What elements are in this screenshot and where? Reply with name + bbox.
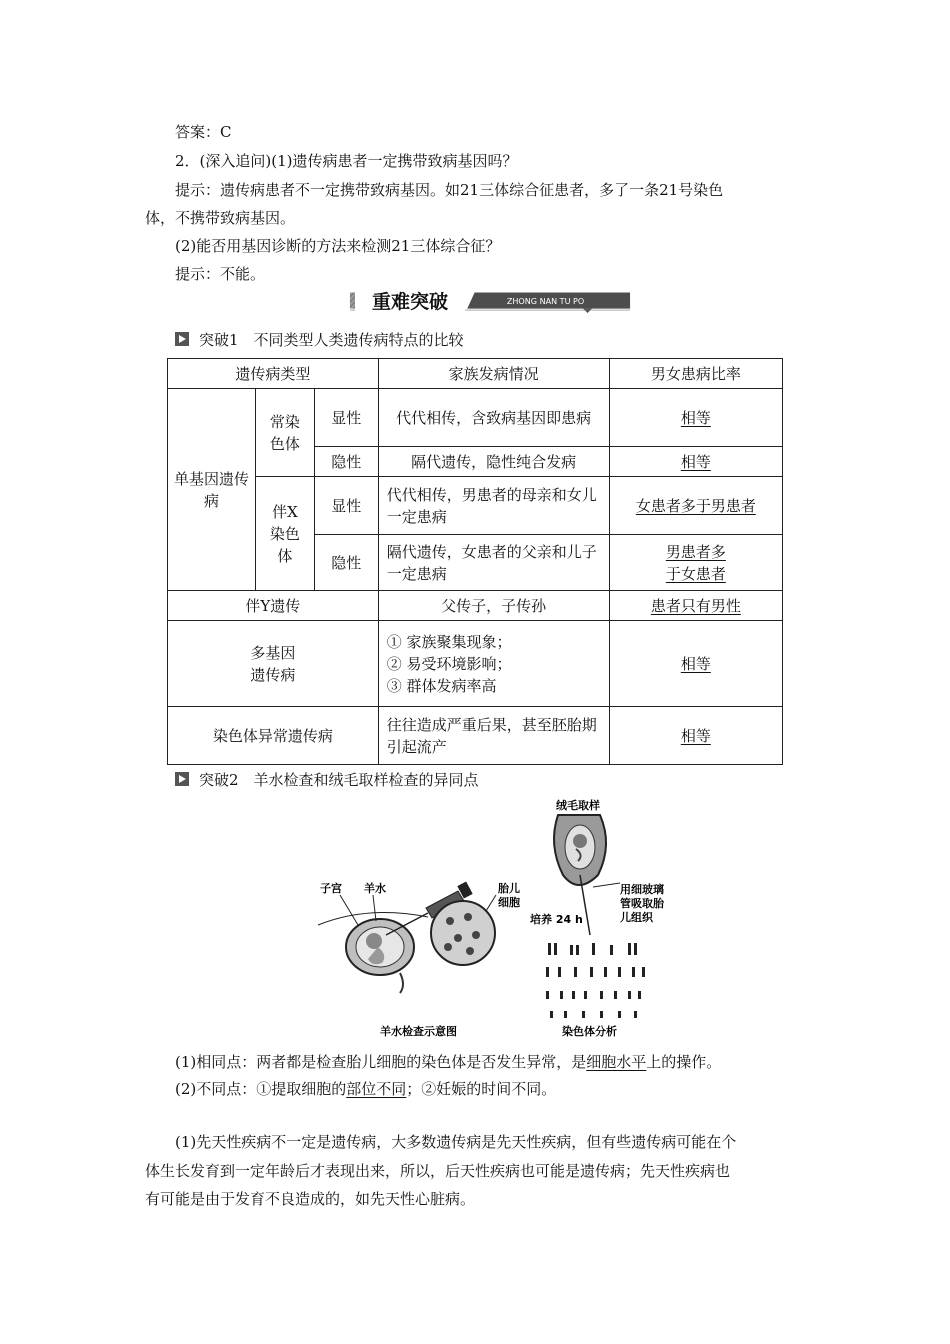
label-uterus: 子宫	[320, 882, 342, 895]
cell-recessive: 隐性	[314, 447, 378, 477]
cell-x-dom-family: 代代相传，男患者的母亲和女儿一定患病	[378, 477, 609, 535]
chromosome-karyotype	[546, 943, 645, 1018]
breakthrough-1-heading	[175, 329, 464, 351]
cell-auto-rec-ratio: 相等	[609, 447, 782, 477]
breakthrough-1-text: 突破1 不同类型人类遗传病特点的比较	[199, 331, 464, 349]
note-line-3: 有可能是由于发育不良造成的，如先天性心脏病。	[145, 1190, 476, 1208]
question-2: 2．(深入追问)(1)遗传病患者一定携带致病基因吗？	[175, 152, 518, 170]
cell-dominant: 显性	[314, 389, 378, 447]
hint-1a: 提示：遗传病患者不一定携带致病基因。如21三体综合征患者，多了一条21号染色	[175, 181, 724, 199]
cell-auto-rec-family: 隔代遗传，隐性纯合发病	[378, 447, 609, 477]
label-amniotic: 羊水	[364, 882, 386, 895]
cell-poly-family: ① 家族聚集现象； ② 易受环境影响； ③ 群体发病率高	[378, 621, 609, 707]
cell-chrom-family: 往往造成严重后果，甚至胚胎期引起流产	[378, 707, 609, 765]
cell-y-linked: 伴Y遗传	[168, 591, 379, 621]
answer-line: 答案：C	[175, 123, 232, 141]
section-banner	[300, 287, 682, 317]
table-row	[168, 591, 783, 621]
table-row	[168, 477, 783, 535]
cell-x-rec-ratio: 男患者多 于女患者	[609, 535, 782, 591]
table-row	[168, 707, 783, 765]
cell-recessive: 隐性	[314, 535, 378, 591]
cell-poly-ratio: 相等	[609, 621, 782, 707]
header-ratio: 男女患病比率	[609, 359, 782, 389]
cell-single-gene: 单基因遗传病	[168, 389, 256, 591]
play-triangle-icon	[175, 772, 189, 786]
label-fetal-cell-a: 胎儿	[498, 882, 520, 895]
cell-chrom-ratio: 相等	[609, 707, 782, 765]
note-line-1: (1)先天性疾病不一定是遗传病，大多数遗传病是先天性疾病，但有些遗传病可能在个	[175, 1133, 737, 1151]
table-row	[168, 621, 783, 707]
cell-auto-dom-ratio: 相等	[609, 389, 782, 447]
label-tube-c: 儿组织	[620, 911, 653, 924]
cell-x-rec-family: 隔代遗传，女患者的父亲和儿子一定患病	[378, 535, 609, 591]
question-2-sub2: (2)能否用基因诊断的方法来检测21三体综合征？	[175, 237, 501, 255]
same-point: (1)相同点：两者都是检查胎儿细胞的染色体是否发生异常，是细胞水平上的操作。	[175, 1053, 722, 1071]
cell-dominant: 显性	[314, 477, 378, 535]
caption-right: 染色体分析	[562, 1025, 617, 1038]
note-line-2: 体生长发育到一定年龄后才表现出来，所以，后天性疾病也可能是遗传病；先天性疾病也	[145, 1162, 731, 1180]
header-type: 遗传病类型	[168, 359, 379, 389]
comparison-table	[167, 358, 783, 765]
cell-x-dom-ratio: 女患者多于男患者	[609, 477, 782, 535]
breakthrough-2-text: 突破2 羊水检查和绒毛取样检查的异同点	[199, 771, 479, 789]
banner-title: 重难突破	[355, 287, 465, 317]
table-header-row	[168, 359, 783, 389]
hint-2: 提示：不能。	[175, 265, 266, 283]
cell-y-ratio: 患者只有男性	[609, 591, 782, 621]
label-culture: 培养 24 h	[530, 913, 583, 926]
label-tube-b: 管吸取胎	[620, 897, 664, 910]
caption-left: 羊水检查示意图	[380, 1025, 457, 1038]
cell-x-linked: 伴X染色体	[255, 477, 314, 591]
play-triangle-icon	[175, 332, 189, 346]
prenatal-test-figure	[308, 795, 678, 1045]
header-family: 家族发病情况	[378, 359, 609, 389]
cell-autosomal: 常染色体	[255, 389, 314, 477]
label-tube-a: 用细玻璃	[620, 883, 664, 896]
table-row	[168, 389, 783, 447]
diff-point: (2)不同点：①提取细胞的部位不同；②妊娠的时间不同。	[175, 1080, 557, 1098]
cell-y-family: 父传子，子传孙	[378, 591, 609, 621]
label-fetal-cell-b: 细胞	[498, 896, 520, 909]
cell-chromosomal: 染色体异常遗传病	[168, 707, 379, 765]
banner-pinyin: ZHONG NAN TU PO	[506, 297, 585, 307]
breakthrough-2-heading	[175, 769, 479, 791]
label-villus: 绒毛取样	[556, 799, 600, 812]
cell-auto-dom-family: 代代相传，含致病基因即患病	[378, 389, 609, 447]
uterus-diagram	[318, 895, 428, 993]
hint-1b: 体，不携带致病基因。	[145, 209, 296, 227]
cell-polygenic: 多基因 遗传病	[168, 621, 379, 707]
